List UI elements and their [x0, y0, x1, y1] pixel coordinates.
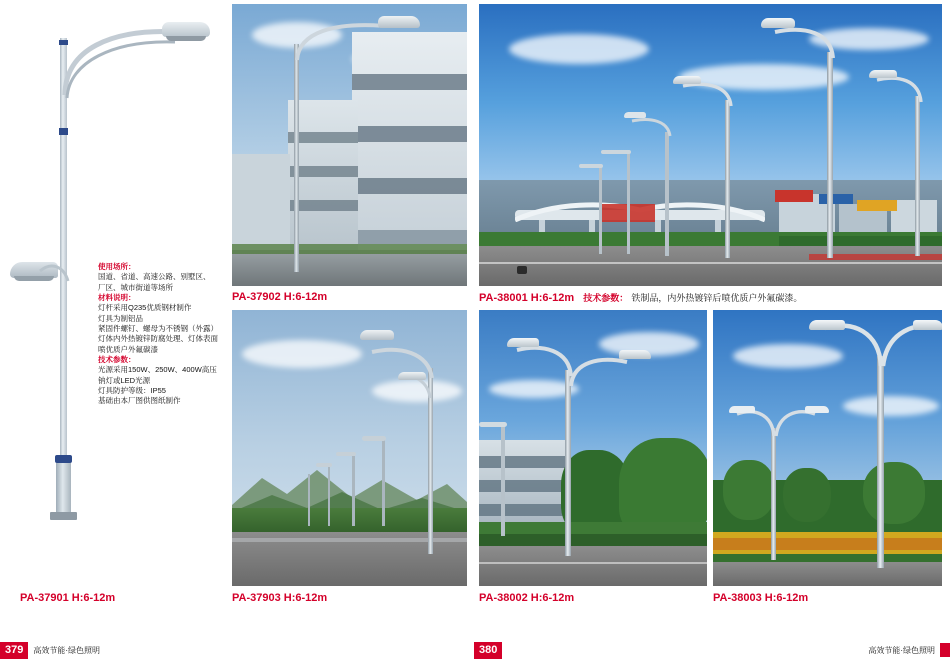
- footer-right: [868, 641, 950, 659]
- page-divider: [474, 0, 475, 641]
- spec-material-line-0: 灯杆采用Q235优质钢材制作: [98, 303, 192, 313]
- page-number-right: 380: [474, 642, 502, 659]
- photo-pa-38001: [479, 4, 942, 286]
- spec-use-line-0: 国道、省道、高速公路、别墅区、: [98, 272, 211, 282]
- caption-pa-37901: [20, 592, 115, 604]
- caption-text: PA-38001 H:6-12m: [479, 292, 575, 304]
- photo-pa-37902: [232, 4, 467, 286]
- spec-tech-line-2: 灯具防护等级：IP55: [98, 386, 166, 396]
- caption-pa-38001: [479, 291, 802, 304]
- caption-text: PA-37901 H:6-12m: [20, 592, 116, 604]
- spec-material-line-4: 喷优质户外氟碳漆: [98, 344, 158, 354]
- caption-pa-38003: [713, 592, 808, 604]
- caption-pa-38002: [479, 592, 574, 604]
- spec-material-line-2: 紧固件螺钉、螺母为不锈钢（外露）: [98, 324, 218, 334]
- spec-material-header: 材料说明：: [98, 293, 136, 303]
- photo-pa-37903: [232, 310, 467, 586]
- spec-tech-line-1: 钠灯或LED光源: [98, 375, 151, 385]
- caption-text: PA-38002 H:6-12m: [479, 592, 575, 604]
- spec-tech-line-3: 基础由本厂图供图纸制作: [98, 396, 181, 406]
- caption-text: PA-38003 H:6-12m: [713, 592, 809, 604]
- spec-tech-line-0: 光源采用150W、250W、400W高压: [98, 365, 217, 375]
- spec-material-line-3: 灯体内外热镀锌防腐处理、灯体表面: [98, 334, 218, 344]
- specification-block: [98, 262, 228, 407]
- caption-text: PA-37902 H:6-12m: [232, 291, 328, 303]
- page-number-left: 379: [0, 642, 28, 659]
- spec-tech-header: 技术参数：: [98, 355, 136, 365]
- photo-pa-38003: [713, 310, 942, 586]
- footer-left: [0, 641, 100, 659]
- footer-text-right: 高效节能·绿色照明: [868, 645, 935, 655]
- spec-use-line-1: 厂区、城市街道等场所: [98, 282, 173, 292]
- footer-middle: [474, 641, 502, 659]
- footer-text-left: 高效节能·绿色照明: [33, 645, 101, 655]
- tech-text: 铁制品，内外热镀锌后喷优质户外氟碳漆。: [631, 293, 803, 303]
- tech-label: 技术参数：: [583, 293, 629, 303]
- photo-pa-38002: [479, 310, 707, 586]
- footer-accent-block: [940, 643, 950, 657]
- spec-use-header: 使用场所：: [98, 262, 136, 271]
- caption-pa-37902: [232, 291, 327, 303]
- caption-pa-37903: [232, 592, 327, 604]
- spec-material-line-1: 灯具为制铝品: [98, 313, 143, 323]
- caption-text: PA-37903 H:6-12m: [232, 592, 328, 604]
